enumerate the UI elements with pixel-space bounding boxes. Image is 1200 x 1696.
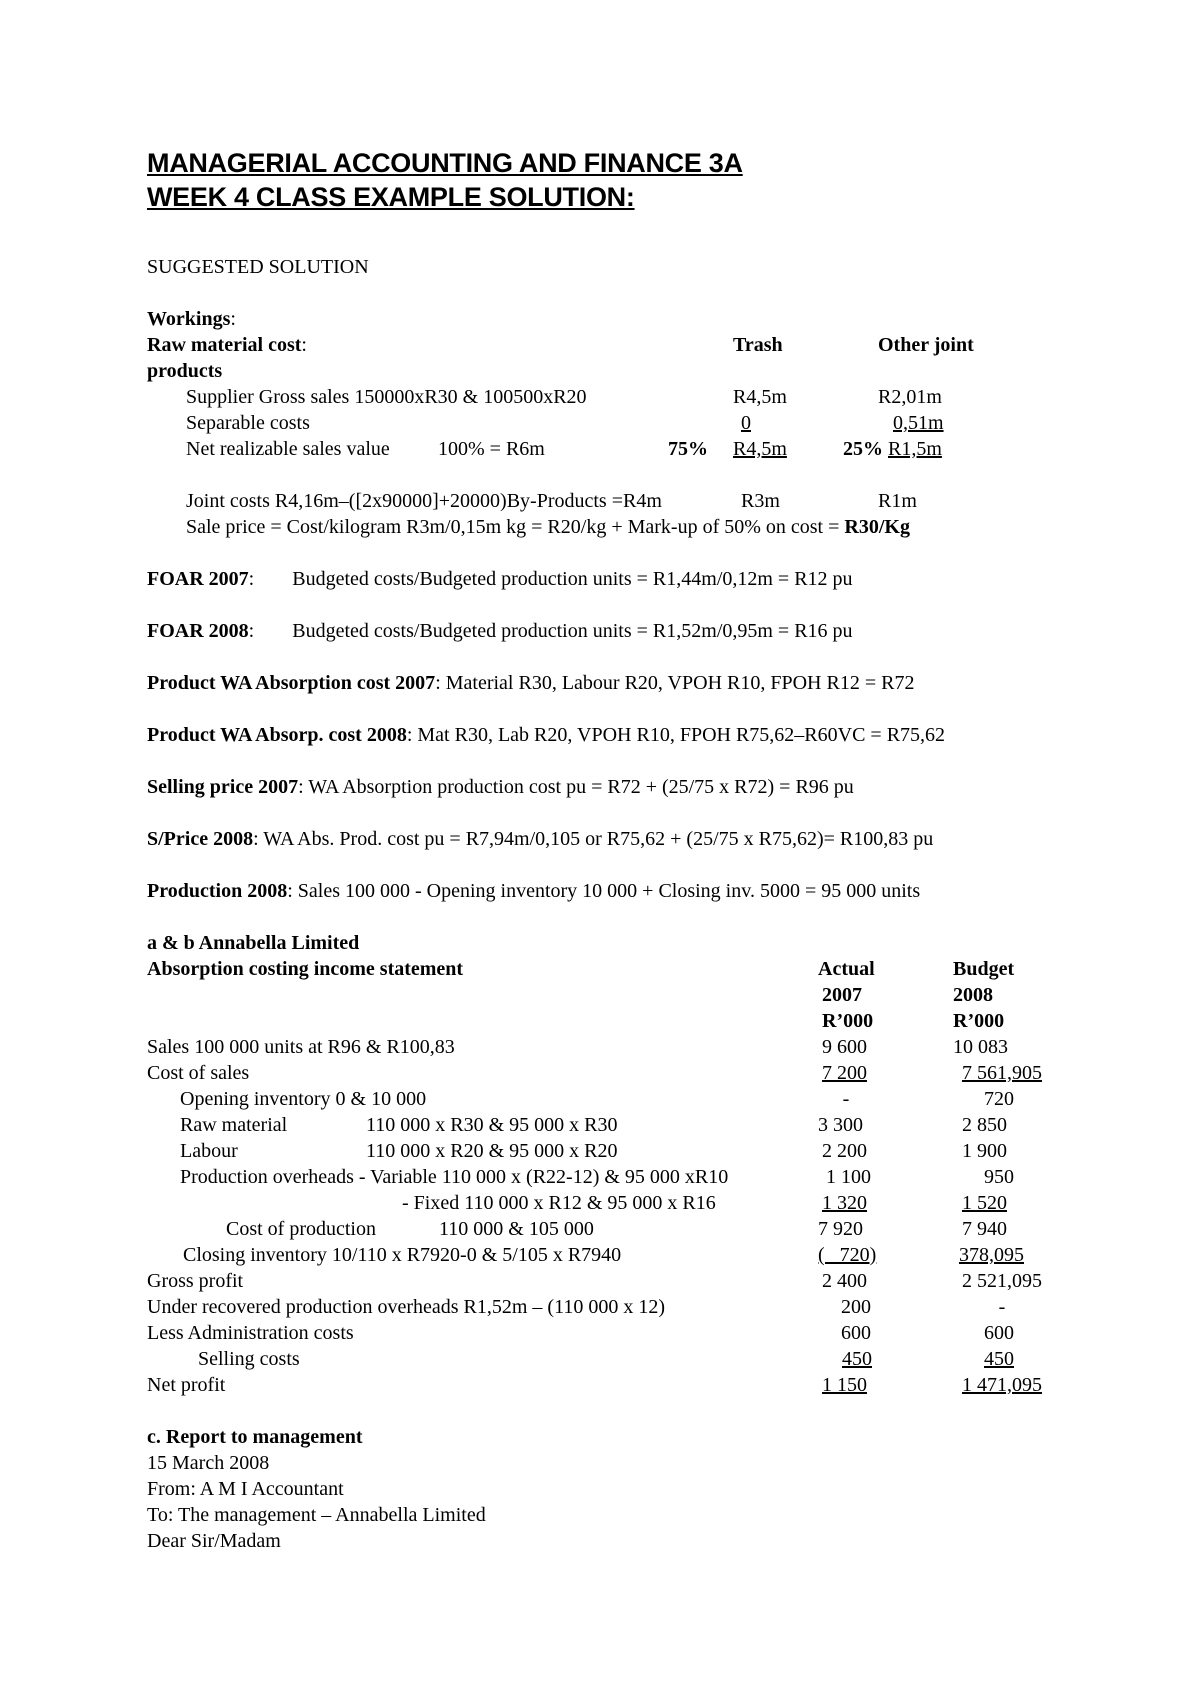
report-heading: c. Report to management bbox=[147, 1426, 363, 1448]
statement-line-label: Closing inventory 10/110 x R7920-0 & 5/105 x R7940 bbox=[183, 1244, 622, 1266]
statement-line-label: Sales 100 000 units at R96 & R100,83 bbox=[147, 1036, 455, 1058]
statement-actual-value: 7 920 bbox=[818, 1218, 863, 1240]
statement-actual-value: - bbox=[842, 1088, 850, 1110]
workings-heading: Workings: bbox=[147, 308, 236, 330]
statement-line-label: Selling costs bbox=[198, 1348, 300, 1370]
statement-budget-value: 950 bbox=[984, 1166, 1014, 1188]
statement-actual-value: 1 320 bbox=[822, 1192, 867, 1214]
statement-actual-value: 3 300 bbox=[818, 1114, 863, 1136]
report-salutation: Dear Sir/Madam bbox=[147, 1530, 281, 1552]
col-actual-year: 2007 bbox=[822, 984, 862, 1006]
working-trash-value: 0 bbox=[741, 412, 751, 434]
statement-actual-value: 2 200 bbox=[822, 1140, 867, 1162]
calc-line bbox=[147, 826, 933, 852]
calc-label: FOAR 2007 bbox=[147, 568, 249, 590]
statement-budget-value: 378,095 bbox=[959, 1244, 1024, 1266]
calc-label: S/Price 2008 bbox=[147, 828, 254, 850]
statement-budget-value: 1 520 bbox=[962, 1192, 1007, 1214]
statement-line-label: Labour bbox=[180, 1140, 238, 1162]
statement-line-label: Opening inventory 0 & 10 000 bbox=[180, 1088, 427, 1110]
statement-budget-value: 720 bbox=[984, 1088, 1014, 1110]
col-other-header: Other joint bbox=[878, 334, 974, 356]
working-other-value: R2,01m bbox=[878, 386, 942, 408]
statement-line-detail: 110 000 x R30 & 95 000 x R30 bbox=[366, 1114, 618, 1136]
statement-actual-value: 450 bbox=[842, 1348, 872, 1370]
sale-price-result: R30/Kg bbox=[844, 516, 910, 538]
statement-line-label: Under recovered production overheads R1,52m – (110 000 x 12) bbox=[147, 1296, 666, 1318]
calc-label: Production 2008 bbox=[147, 880, 288, 902]
working-other-value: 0,51m bbox=[893, 412, 944, 434]
col-budget-year: 2008 bbox=[953, 984, 993, 1006]
document-title-line1: MANAGERIAL ACCOUNTING AND FINANCE 3A bbox=[147, 148, 743, 178]
joint-costs-label: Joint costs R4,16m–([2x90000]+20000)By-Products =R4m bbox=[186, 490, 662, 512]
working-nrv-total: 100% = R6m bbox=[438, 438, 545, 460]
statement-budget-value: 10 083 bbox=[953, 1036, 1008, 1058]
statement-actual-value: 1 100 bbox=[826, 1166, 871, 1188]
document-title-line2: WEEK 4 CLASS EXAMPLE SOLUTION: bbox=[147, 182, 635, 212]
statement-budget-value: 7 940 bbox=[962, 1218, 1007, 1240]
statement-actual-value: 9 600 bbox=[822, 1036, 867, 1058]
calc-text: : WA Abs. Prod. cost pu = R7,94m/0,105 or R75,62 + (25/75 x R75,62)= R100,83 pu bbox=[253, 828, 934, 850]
statement-line-label: Less Administration costs bbox=[147, 1322, 354, 1344]
statement-line-label: Production overheads - Variable 110 000 x (R22-12) & 95 000 xR10 bbox=[180, 1166, 729, 1188]
statement-budget-value: 450 bbox=[984, 1348, 1014, 1370]
calc-label: Product WA Absorp. cost 2008 bbox=[147, 724, 407, 746]
calc-text: : WA Absorption production cost pu = R72 + (25/75 x R72) = R96 pu bbox=[298, 776, 854, 798]
statement-actual-value: 1 150 bbox=[822, 1374, 867, 1396]
statement-budget-value: 2 521,095 bbox=[962, 1270, 1042, 1292]
report-date: 15 March 2008 bbox=[147, 1452, 270, 1474]
report-to: To: The management – Annabella Limited bbox=[147, 1504, 486, 1526]
calc-label: Selling price 2007 bbox=[147, 776, 299, 798]
statement-subheading: Absorption costing income statement bbox=[147, 958, 464, 980]
statement-line-detail: 110 000 x R20 & 95 000 x R20 bbox=[366, 1140, 618, 1162]
working-trash-value: R4,5m bbox=[733, 386, 787, 408]
statement-line-label: Gross profit bbox=[147, 1270, 244, 1292]
working-pct-trash: 75% bbox=[668, 438, 708, 460]
calc-line bbox=[147, 670, 914, 696]
statement-heading: a & b Annabella Limited bbox=[147, 932, 360, 954]
statement-line-label: Cost of sales bbox=[147, 1062, 250, 1084]
statement-line-detail: 110 000 & 105 000 bbox=[439, 1218, 594, 1240]
col-actual-header: Actual bbox=[818, 958, 875, 980]
calc-line bbox=[147, 878, 920, 904]
calc-line: FOAR 2008: Budgeted costs/Budgeted production units = R1,52m/0,95m = R16 pu bbox=[147, 620, 853, 642]
raw-material-label: Raw material cost bbox=[147, 334, 302, 356]
workings-label: Workings bbox=[147, 308, 231, 330]
statement-line-label: Raw material bbox=[180, 1114, 288, 1136]
statement-actual-value: 2 400 bbox=[822, 1270, 867, 1292]
statement-line-label: Cost of production bbox=[226, 1218, 376, 1240]
joint-costs-trash: R3m bbox=[741, 490, 780, 512]
calc-line bbox=[147, 722, 945, 748]
col-budget-unit: R’000 bbox=[953, 1010, 1005, 1032]
working-pct-other: 25% bbox=[843, 438, 883, 460]
col-budget-header: Budget bbox=[953, 958, 1015, 980]
statement-line-label: - Fixed 110 000 x R12 & 95 000 x R16 bbox=[402, 1192, 716, 1214]
statement-line-label: Net profit bbox=[147, 1374, 226, 1396]
statement-budget-value: 2 850 bbox=[962, 1114, 1007, 1136]
working-trash-value: R4,5m bbox=[733, 438, 787, 460]
calc-line bbox=[147, 774, 854, 800]
calc-line: FOAR 2007: Budgeted costs/Budgeted production units = R1,44m/0,12m = R12 pu bbox=[147, 568, 853, 590]
calc-label: FOAR 2008 bbox=[147, 620, 249, 642]
sale-price-text: Sale price = Cost/kilogram R3m/0,15m kg = R20/kg + Mark-up of 50% on cost = bbox=[186, 516, 845, 538]
working-other-value: R1,5m bbox=[888, 438, 942, 460]
col-actual-unit: R’000 bbox=[822, 1010, 874, 1032]
statement-actual-value: 600 bbox=[841, 1322, 871, 1344]
col-other-header-cont: products bbox=[147, 360, 223, 382]
working-label: Supplier Gross sales 150000xR30 & 100500xR20 bbox=[186, 386, 587, 408]
working-label: Separable costs bbox=[186, 412, 310, 434]
suggested-solution-heading: SUGGESTED SOLUTION bbox=[147, 256, 369, 278]
calc-text: : Sales 100 000 - Opening inventory 10 000 + Closing inv. 5000 = 95 000 units bbox=[287, 880, 921, 902]
calc-text: Budgeted costs/Budgeted production units = R1,52m/0,95m = R16 pu bbox=[292, 620, 853, 642]
calc-text: : Material R30, Labour R20, VPOH R10, FPOH R12 = R72 bbox=[435, 672, 915, 694]
statement-actual-value: 200 bbox=[841, 1296, 871, 1318]
sale-price-line bbox=[186, 514, 910, 540]
statement-budget-value: 7 561,905 bbox=[962, 1062, 1042, 1084]
calc-label: Product WA Absorption cost 2007 bbox=[147, 672, 436, 694]
working-label: Net realizable sales value bbox=[186, 438, 390, 460]
joint-costs-other: R1m bbox=[878, 490, 917, 512]
calc-text: : Mat R30, Lab R20, VPOH R10, FPOH R75,62–R60VC = R75,62 bbox=[406, 724, 946, 746]
statement-actual-value: 7 200 bbox=[822, 1062, 867, 1084]
col-trash-header: Trash bbox=[733, 334, 783, 356]
statement-budget-value: - bbox=[998, 1296, 1006, 1318]
calc-text: Budgeted costs/Budgeted production units = R1,44m/0,12m = R12 pu bbox=[292, 568, 853, 590]
statement-budget-value: 600 bbox=[984, 1322, 1014, 1344]
statement-budget-value: 1 900 bbox=[962, 1140, 1007, 1162]
statement-actual-value: ( 720) bbox=[818, 1244, 877, 1266]
raw-material-heading: Raw material cost: bbox=[147, 334, 307, 356]
report-from: From: A M I Accountant bbox=[147, 1478, 344, 1500]
statement-budget-value: 1 471,095 bbox=[962, 1374, 1042, 1396]
